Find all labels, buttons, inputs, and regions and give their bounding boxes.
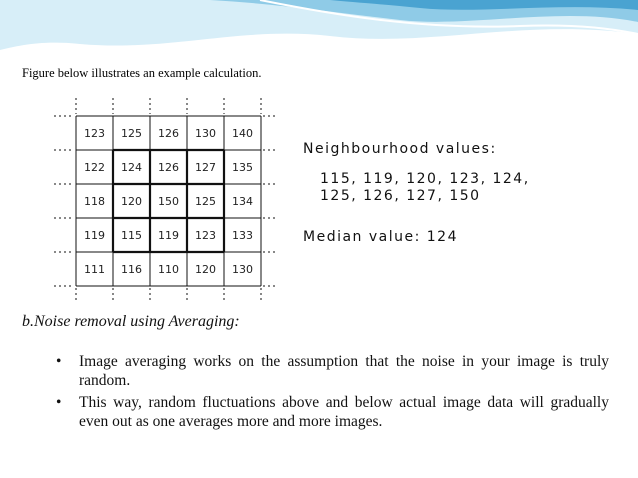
bullet-text: This way, random fluctuations above and below actual image data will gradually even out as one averages more and more images. [79, 394, 609, 430]
grid-cell-value: 119 [84, 229, 105, 242]
grid-cell-value: 126 [158, 127, 179, 140]
grid-cell-value: 130 [232, 263, 253, 276]
grid-cell-value: 110 [158, 263, 179, 276]
grid-cell-value: 124 [121, 161, 142, 174]
grid-cell-value: 119 [158, 229, 179, 242]
grid-cell-value: 126 [158, 161, 179, 174]
bullet-item [56, 393, 609, 431]
neighbourhood-title: Neighbourhood values: [303, 141, 497, 157]
grid-cell-value: 127 [195, 161, 216, 174]
grid-cell-value: 130 [195, 127, 216, 140]
bullet-text: Image averaging works on the assumption that the noise in your image is truly random. [79, 353, 609, 389]
grid-cell-value: 125 [121, 127, 142, 140]
grid-cell-value: 111 [84, 263, 105, 276]
grid-cell-value: 135 [232, 161, 253, 174]
grid-cell-value: 133 [232, 229, 253, 242]
intro-text: Figure below illustrates an example calculation. [22, 66, 262, 80]
grid-cell-value: 140 [232, 127, 253, 140]
grid-cell-value: 120 [195, 263, 216, 276]
bullet-item [56, 352, 609, 390]
median-filter-grid [54, 98, 276, 302]
grid-cell-value: 123 [195, 229, 216, 242]
grid-cell-value: 120 [121, 195, 142, 208]
neighbourhood-values-line-1: 115, 119, 120, 123, 124, [320, 171, 530, 187]
section-heading: b.Noise removal using Averaging: [22, 313, 240, 330]
bullet-dot-icon: • [56, 353, 62, 370]
grid-cell-value: 125 [195, 195, 216, 208]
grid-cell-value: 118 [84, 195, 105, 208]
neighbourhood-values [320, 171, 530, 205]
median-value: Median value: 124 [303, 229, 458, 245]
grid-cell-value: 123 [84, 127, 105, 140]
grid-cell-value: 115 [121, 229, 142, 242]
neighbourhood-panel [303, 141, 530, 245]
grid-cell-value: 122 [84, 161, 105, 174]
grid-cell-value: 134 [232, 195, 253, 208]
header-wave-decoration [0, 0, 638, 60]
grid-cell-value: 150 [158, 195, 179, 208]
bullet-list [56, 352, 609, 434]
bullet-dot-icon: • [56, 394, 62, 411]
neighbourhood-values-line-2: 125, 126, 127, 150 [320, 188, 481, 204]
grid-cell-value: 116 [121, 263, 142, 276]
